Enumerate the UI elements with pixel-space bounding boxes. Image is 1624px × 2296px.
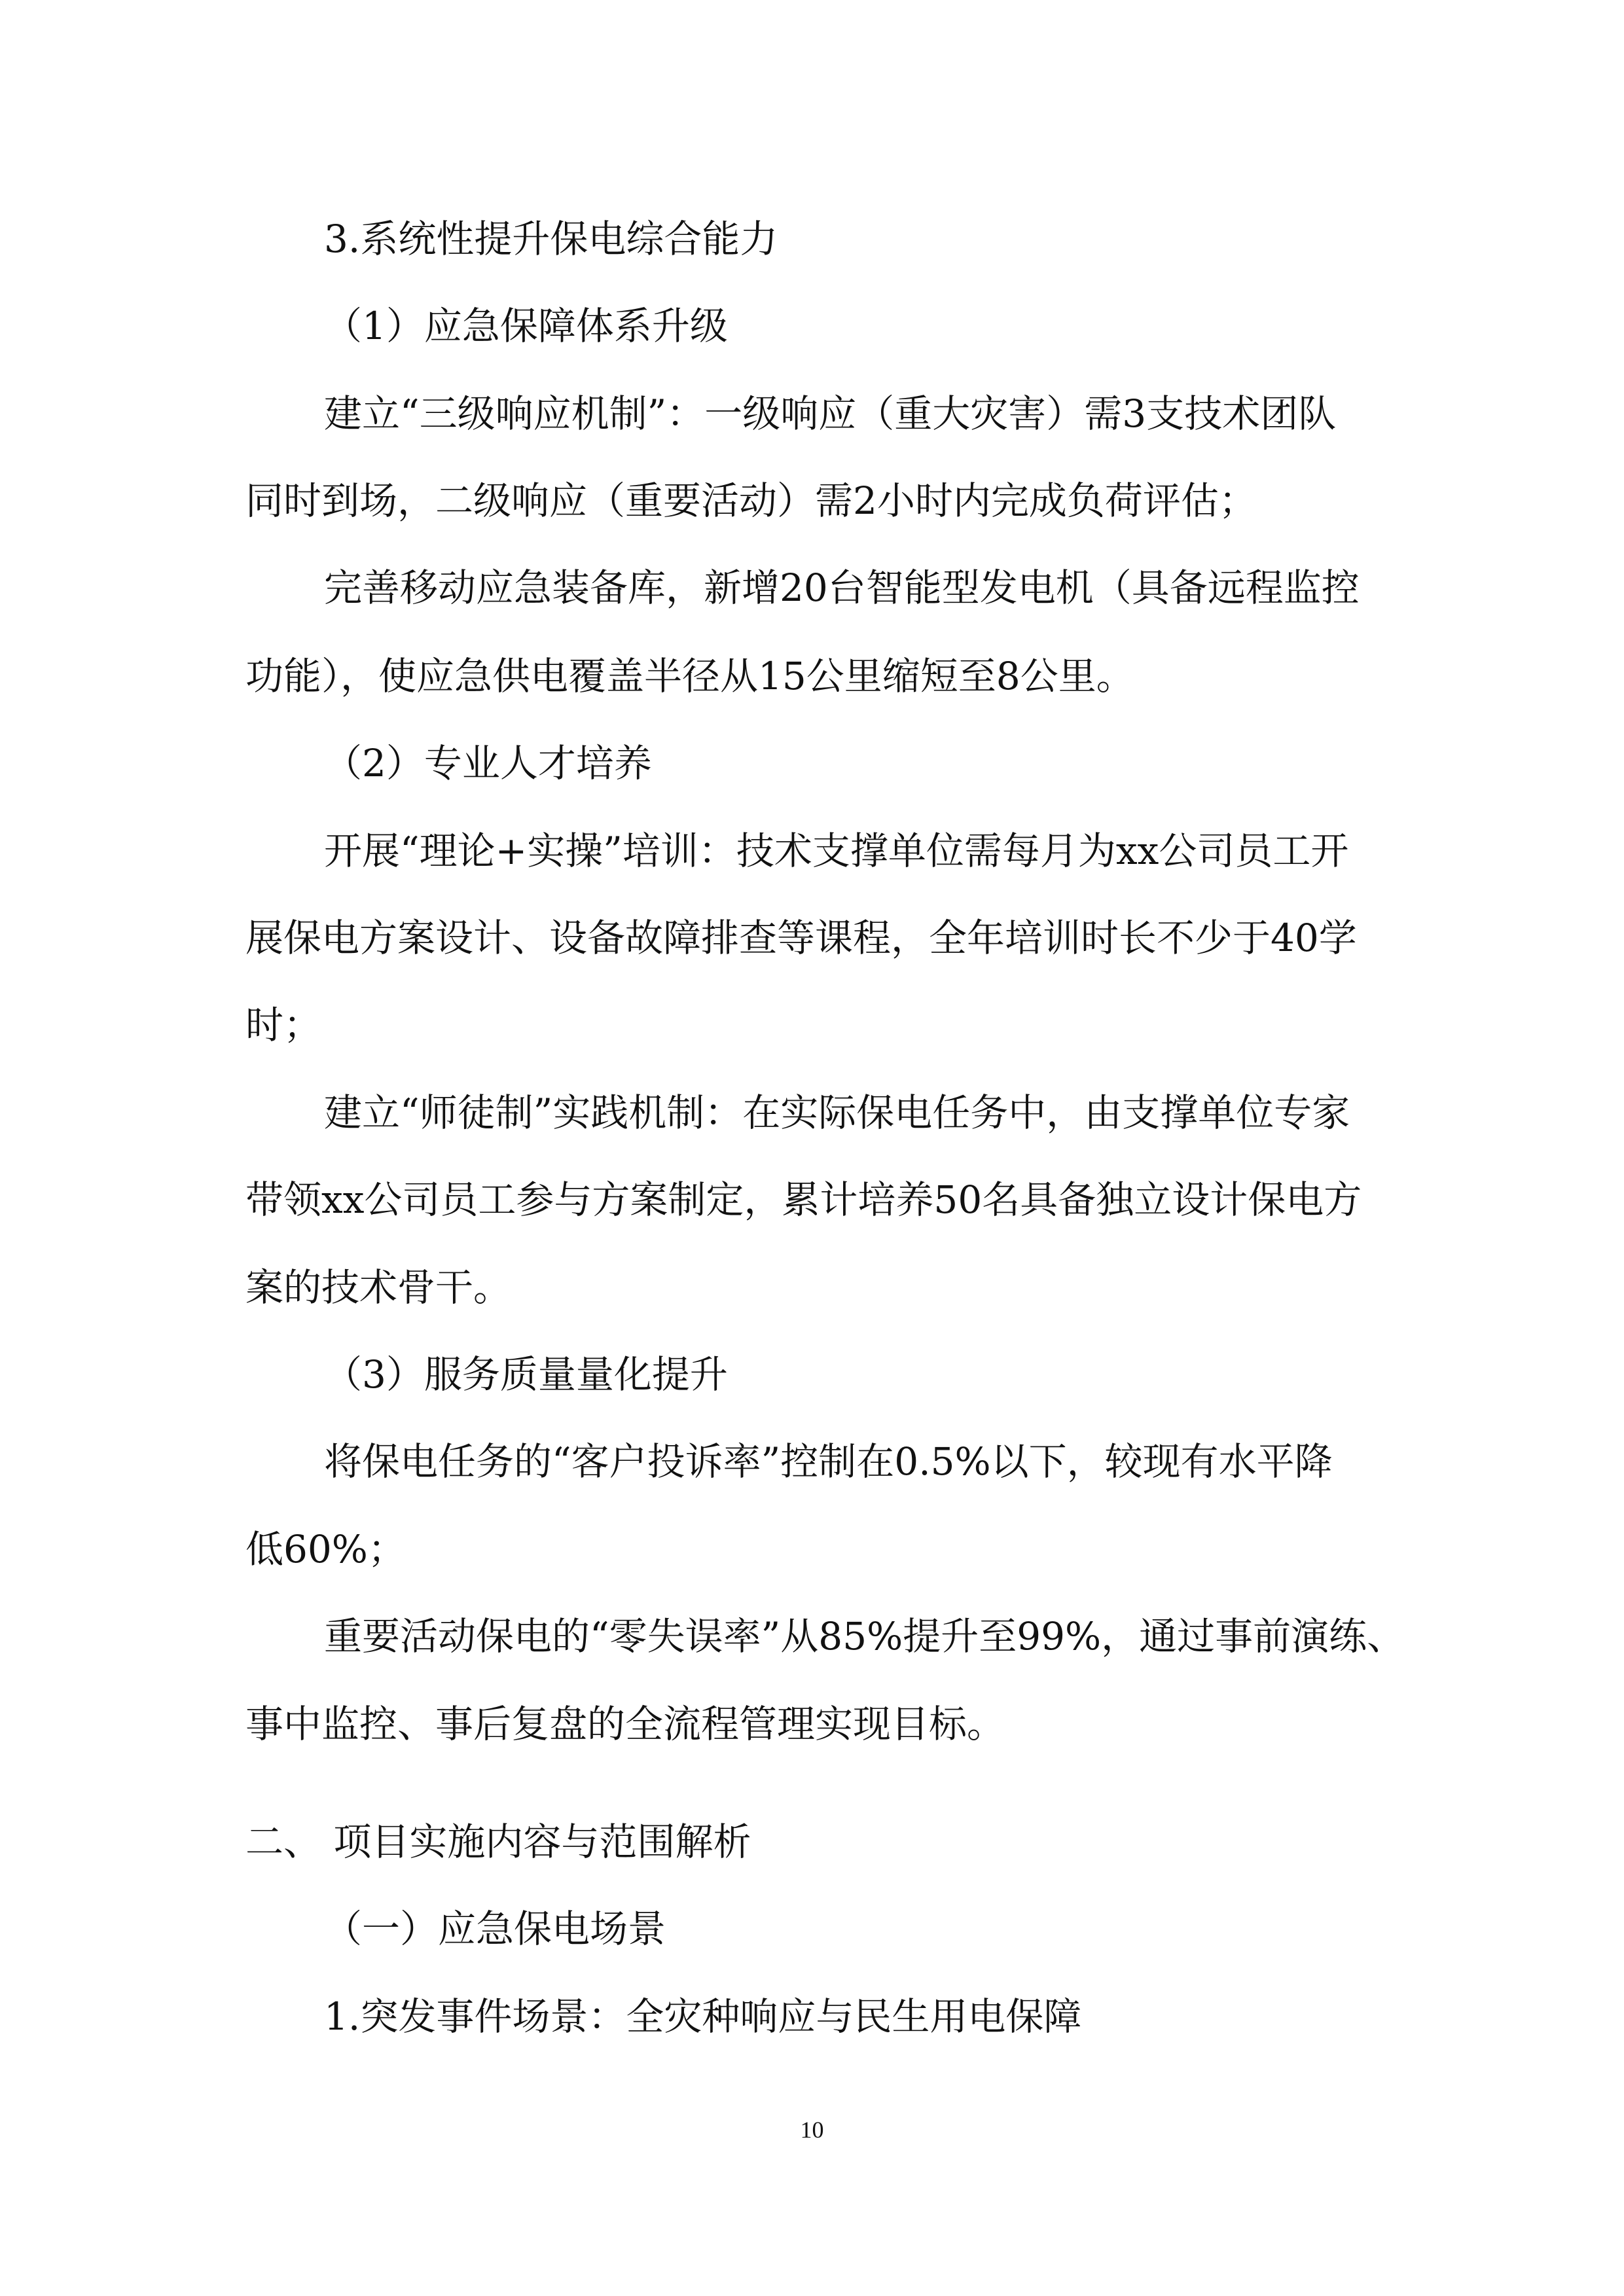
paragraph-line: 案的技术骨干。 xyxy=(245,1265,512,1310)
chapter-heading-2: 二、 项目实施内容与范围解析 xyxy=(245,1820,751,1864)
subheading-emergency-scene: （一）应急保电场景 xyxy=(324,1907,666,1951)
page-number: 10 xyxy=(800,2117,824,2143)
paragraph-line: 事中监控、事后复盘的全流程管理实现目标。 xyxy=(245,1702,1005,1746)
paragraph-line: 时； xyxy=(245,1003,322,1047)
section-heading-3: 3.系统性提升保电综合能力 xyxy=(324,217,778,261)
paragraph-line: 功能），使应急供电覆盖半径从15公里缩短至8公里。 xyxy=(245,654,1134,698)
paragraph-line: 完善移动应急装备库，新增20台智能型发电机（具备远程监控 xyxy=(324,565,1360,610)
subheading-talent-training: （2）专业人才培养 xyxy=(324,741,652,785)
paragraph-line: 开展“理论+实操”培训：技术支撑单位需每月为xx公司员工开 xyxy=(324,829,1349,873)
subheading-service-quality: （3）服务质量量化提升 xyxy=(324,1352,728,1397)
paragraph-line: 展保电方案设计、设备故障排查等课程，全年培训时长不少于40学 xyxy=(245,916,1357,960)
paragraph-line: 将保电任务的“客户投诉率”控制在0.5%以下，较现有水平降 xyxy=(324,1439,1333,1484)
paragraph-line: 重要活动保电的“零失误率”从85%提升至99%，通过事前演练、 xyxy=(324,1614,1405,1659)
subheading-sudden-event: 1.突发事件场景：全灾种响应与民生用电保障 xyxy=(324,1994,1082,2039)
subheading-emergency-system: （1）应急保障体系升级 xyxy=(324,304,728,348)
paragraph-line: 低60%； xyxy=(245,1527,406,1571)
paragraph-line: 建立“三级响应机制”：一级响应（重大灾害）需3支技术团队 xyxy=(324,391,1337,436)
paragraph-line: 带领xx公司员工参与方案制定，累计培养50名具备独立设计保电方 xyxy=(245,1177,1362,1222)
paragraph-line: 同时到场，二级响应（重要活动）需2小时内完成负荷评估； xyxy=(245,478,1257,523)
paragraph-line: 建立“师徒制”实践机制：在实际保电任务中，由支撑单位专家 xyxy=(324,1090,1350,1135)
